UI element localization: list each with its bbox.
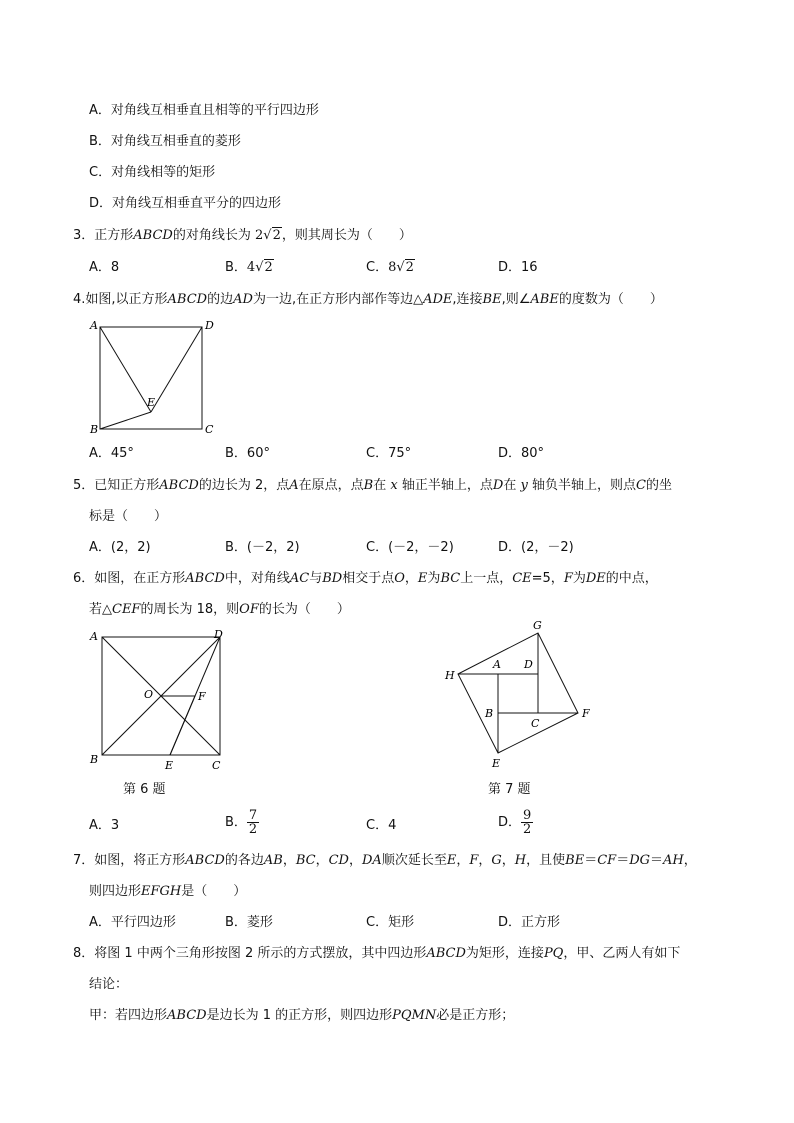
square-abcd [100,327,202,429]
q4-stem: 4.如图,以正方形ABCD的边AD为一边,在正方形内部作等边△ADE,连接BE,则∠ABE的度数为（ ） [73,292,663,307]
q4-option-b: B．60° [225,446,270,461]
q6-stem-line2: 若△CEF的周长为 18，则OF的长为（ ） [89,602,350,617]
q6-option-c: C．4 [366,818,397,833]
q5-option-c: C．(－2，－2) [366,540,454,555]
label-a: A [90,319,98,332]
label-c: C [531,717,540,730]
label-c: C [205,423,214,436]
q3-stem: 3．正方形ABCD的对角线长为 2√2，则其周长为（ ） [73,228,412,243]
q8-stem-line2: 结论： [89,977,129,992]
label-e: E [165,759,174,772]
label-f: F [582,707,590,720]
q3-options [89,258,729,278]
q4-figure [85,315,220,437]
segment-de [151,327,202,412]
q7-option-b: B．菱形 [225,915,273,930]
sqrt-expression: 2√2 [255,228,281,243]
fig6-caption: 第 6 题 [123,782,166,797]
label-d: D [524,658,533,671]
label-c: C [212,759,221,772]
q2-option-d: D．对角线互相垂直平分的四边形 [89,196,282,211]
q7-stem-line2: 则四边形EFGH是（ ） [89,884,247,899]
q7-stem: 7．如图，将正方形ABCD的各边AB，BC，CD，DA顺次延长至E，F，G，H，且使BE＝CF＝DG＝AH， [73,853,697,868]
q7-option-d: D．正方形 [498,915,561,930]
q6-option-d: D． $\frac{9}{2}$ [498,808,532,837]
label-a: A [90,630,98,643]
label-a: A [493,658,501,671]
q2-option-a: A．对角线互相垂直且相等的平行四边形 [89,103,319,118]
q8-stem: 8．将图 1 中两个三角形按图 2 所示的方式摆放，其中四边形ABCD为矩形，连接PQ，甲、乙两人有如下 [73,946,681,961]
label-g: G [533,619,542,632]
segment-be [100,412,151,429]
q7-option-a: A．平行四边形 [89,915,176,930]
q7-options [89,913,729,933]
q5-option-b: B．(－2，2) [225,540,300,555]
fig7-caption: 第 7 题 [488,782,531,797]
q2-option-b: B．对角线互相垂直的菱形 [89,134,241,149]
label-e: E [492,757,501,770]
segment-ef [170,696,195,755]
q4-option-a: A．45° [89,446,134,461]
q4-option-c: C．75° [366,446,412,461]
q5-stem-line2: 标是（ ） [89,509,168,524]
q6-stem: 6．如图，在正方形ABCD中，对角线AC与BD相交于点O，E为BC上一点，CE=5，F为DE的中点， [73,571,658,586]
label-b: B [90,753,99,766]
q3-option-a: A．8 [89,260,120,275]
q6-option-b: B． $\frac{7}{2}$ [225,808,258,837]
label-o: O [144,688,154,701]
q5-option-a: A．(2，2) [89,540,151,555]
label-b: B [485,707,494,720]
q7-figure [440,612,600,772]
label-h: H [445,669,455,682]
label-f: F [198,690,206,703]
q6-figure [85,625,235,773]
q5-option-d: D．(2，－2) [498,540,574,555]
q5-options [89,538,729,558]
q2-option-c: C．对角线相等的矩形 [89,165,216,180]
q7-option-c: C．矩形 [366,915,415,930]
q6-option-a: A．3 [89,818,120,833]
label-e: E [147,396,156,409]
q5-stem: 5．已知正方形ABCD的边长为 2，点A在原点，点B在 x 轴正半轴上，点D在 y 轴负半轴上，则点C的坐 [73,478,672,493]
q3-option-b: B．4√2 [225,260,273,275]
q4-option-d: D．80° [498,446,545,461]
label-d: D [214,628,223,641]
q3-option-c: C．8√2 [366,260,414,275]
q8-statement-jia: 甲：若四边形ABCD是边长为 1 的正方形，则四边形PQMN必是正方形； [89,1008,515,1023]
q6-options [89,808,729,839]
q4-options [89,444,729,464]
segment-ae [100,327,151,412]
label-b: B [90,423,99,436]
label-d: D [205,319,214,332]
q3-option-d: D．16 [498,260,538,275]
quadrilateral-efgh [458,633,578,753]
